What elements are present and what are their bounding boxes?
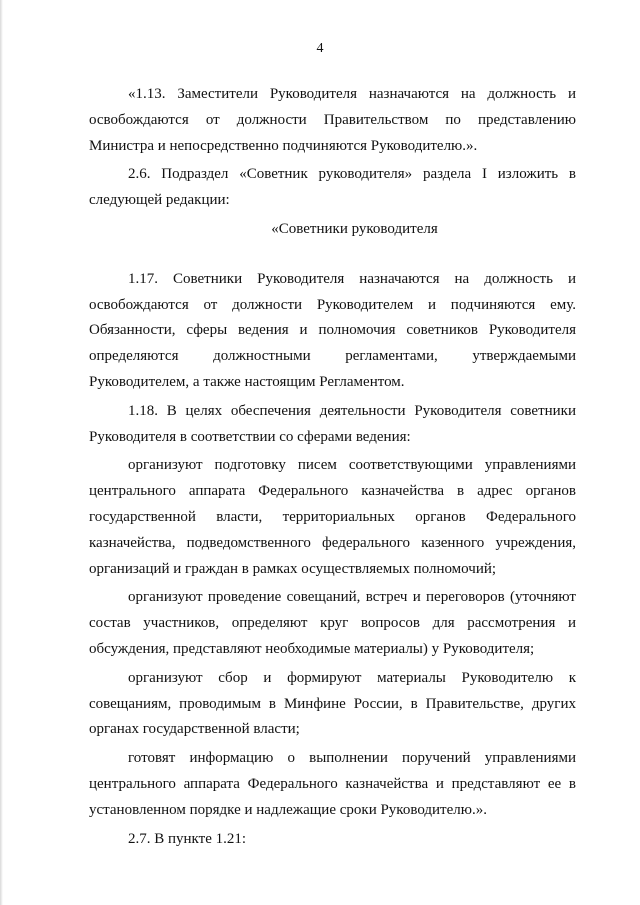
list-item-letters: организуют подготовку писем соответствующими управлениями центрального аппарата Федерального казначейства в адрес органов государственной власти, территориальных органов Федерального казначейства, подведомственного федерального казенного учреждения, организаций и граждан в рамках осуществляемых полномочий; [89,457,576,577]
section-heading-advisors: «Советники руководителя [271,220,438,237]
paragraph-1-18: 1.18. В целях обеспечения деятельности Руководителя советники Руководителя в соответствии со сферами ведения: [89,402,576,445]
list-item-materials: организуют сбор и формируют материалы Руководителю к совещаниям, проводимым в Минфине России, в Правительстве, других органах государственной власти; [89,669,576,738]
paragraph-amendment-2-6: 2.6. Подраздел «Советник руководителя» раздела I изложить в следующей редакции: [89,166,576,209]
page-number: 4 [316,41,324,56]
paragraph-amendment-2-7: 2.7. В пункте 1.21: [128,830,247,847]
list-item-meetings: организуют проведение совещаний, встреч и переговоров (уточняют состав участников, определяют круг вопросов для рассмотрения и обсуждения, представляют необходимые материалы) у Руководителя; [89,589,576,657]
paragraph-deputies: «1.13. Заместители Руководителя назначаются на должность и освобождаются от должности Правительством по представлению Министра и непосредственно подчиняются Руководителю.». [89,86,576,154]
page-edge [0,0,3,905]
document-body [89,82,576,855]
paragraph-1-17: 1.17. Советники Руководителя назначаются на должность и освобождаются от должности Руководителем и подчиняются ему. Обязанности, сферы ведения и полномочия советников Руководителя определяются должностными регламентами, утверждаемыми Руководителем, а также настоящим Регламентом. [89,270,576,390]
list-item-information: готовят информацию о выполнении поручений управлениями центрального аппарата Федерального казначейства и представляют ее в установленном порядке и надлежащие сроки Руководителю.». [89,750,576,818]
